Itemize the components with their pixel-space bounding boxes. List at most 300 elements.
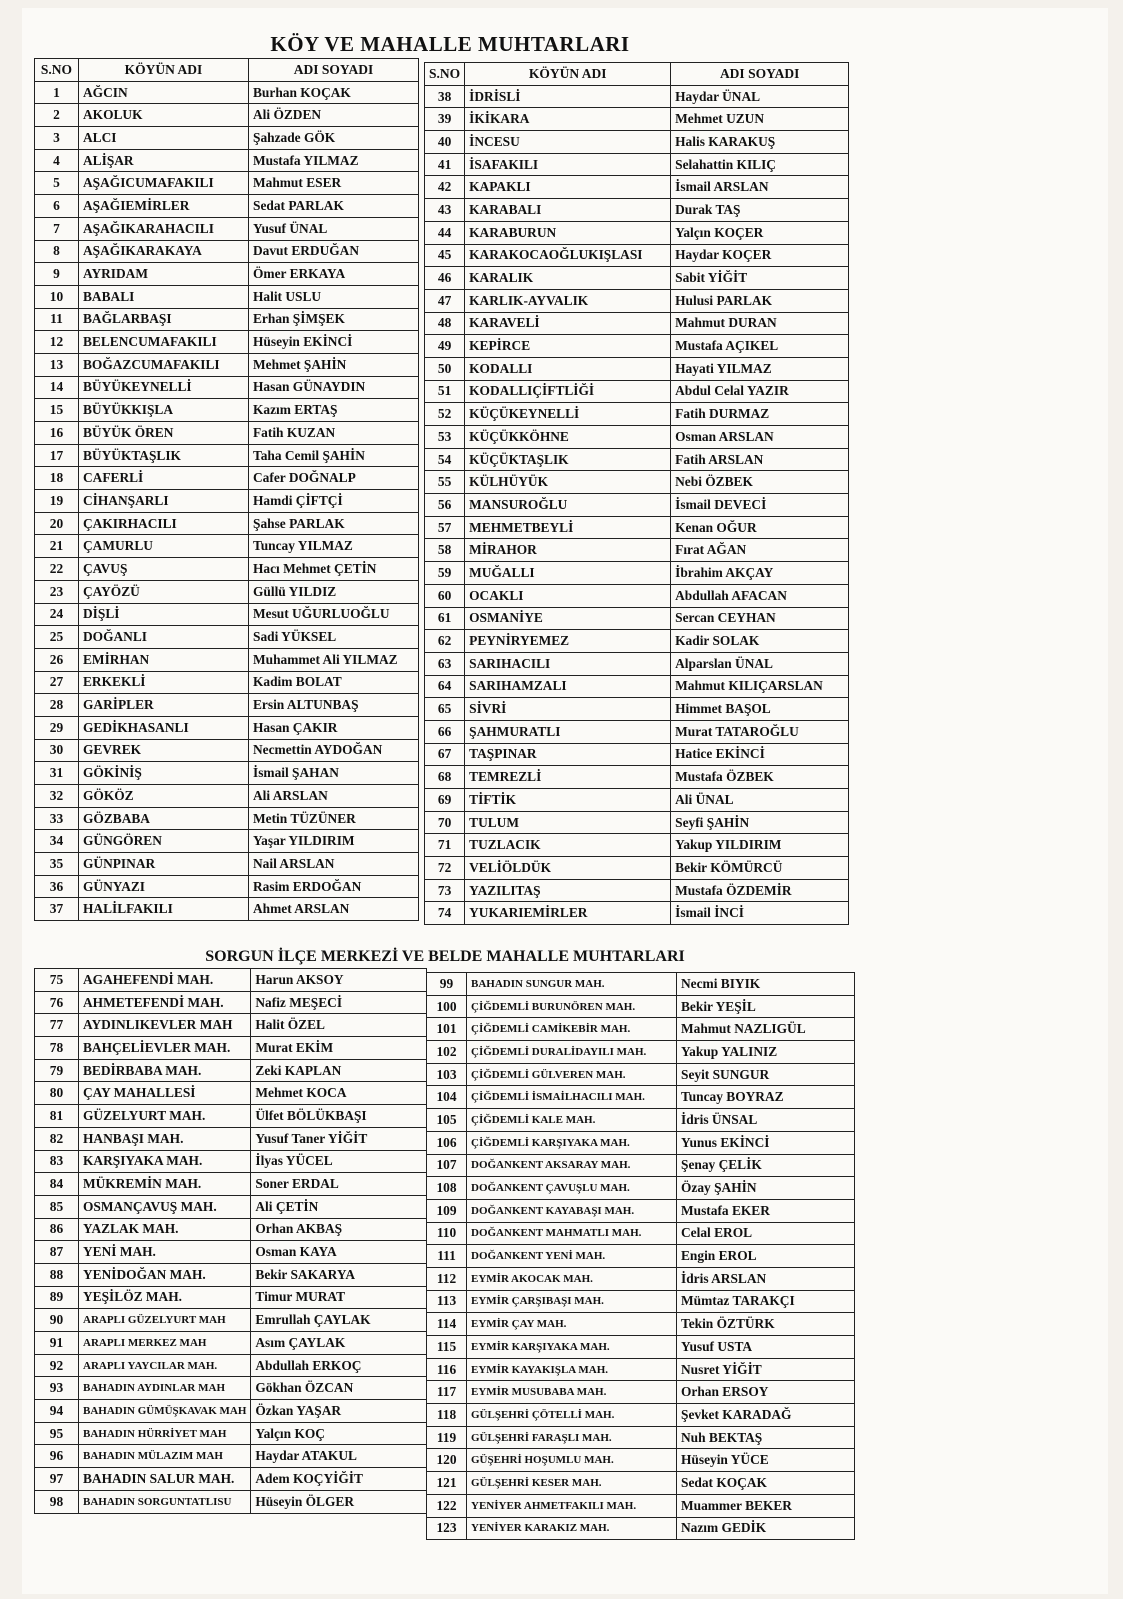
table-row <box>35 467 419 490</box>
table-row <box>35 1105 427 1128</box>
place-name: AŞAĞIEMİRLER <box>79 195 249 218</box>
table-row <box>35 263 419 286</box>
place-name: AHMETEFENDİ MAH. <box>79 991 251 1014</box>
muhtar-name: Bekir YEŞİL <box>677 995 855 1018</box>
place-name: YAZLAK MAH. <box>79 1218 251 1241</box>
row-number: 97 <box>35 1468 79 1491</box>
row-number: 31 <box>35 762 79 785</box>
table-row <box>425 380 849 403</box>
row-number: 36 <box>35 875 79 898</box>
row-number: 59 <box>425 562 465 585</box>
table-row <box>425 471 849 494</box>
table-row <box>35 444 419 467</box>
place-name: GÖKİNİŞ <box>79 762 249 785</box>
row-number: 112 <box>427 1267 467 1290</box>
muhtar-name: Şahse PARLAK <box>249 512 419 535</box>
place-name: GARİPLER <box>79 694 249 717</box>
muhtar-name: Mahmut ESER <box>249 172 419 195</box>
row-number: 90 <box>35 1309 79 1332</box>
muhtar-name: Alparslan ÜNAL <box>671 652 849 675</box>
row-number: 120 <box>427 1449 467 1472</box>
table-row <box>425 357 849 380</box>
place-name: KARALIK <box>465 267 671 290</box>
place-name: ÇİĞDEMLİ İSMAİLHACILI MAH. <box>467 1086 677 1109</box>
table-row <box>35 1332 427 1355</box>
table-row <box>425 834 849 857</box>
row-number: 75 <box>35 969 79 992</box>
row-number: 110 <box>427 1222 467 1245</box>
row-number: 25 <box>35 626 79 649</box>
muhtar-name: Mehmet KOCA <box>251 1082 427 1105</box>
place-name: YENİDOĞAN MAH. <box>79 1263 251 1286</box>
muhtar-name: Nuh BEKTAŞ <box>677 1426 855 1449</box>
table-row <box>35 217 419 240</box>
muhtar-name: Mustafa AÇIKEL <box>671 335 849 358</box>
muhtar-name: Timur MURAT <box>251 1286 427 1309</box>
muhtar-name: Seyfi ŞAHİN <box>671 811 849 834</box>
muhtar-name: Hulusi PARLAK <box>671 289 849 312</box>
row-number: 62 <box>425 630 465 653</box>
table-row <box>35 1309 427 1332</box>
row-number: 78 <box>35 1037 79 1060</box>
table-row <box>35 81 419 104</box>
place-name: BOĞAZCUMAFAKILI <box>79 353 249 376</box>
row-number: 38 <box>425 85 465 108</box>
table-row <box>427 1199 855 1222</box>
row-number: 99 <box>427 973 467 996</box>
muhtar-name: Haydar ÜNAL <box>671 85 849 108</box>
place-name: BÜYÜKEYNELLİ <box>79 376 249 399</box>
muhtar-name: Hamdi ÇİFTÇİ <box>249 490 419 513</box>
table-row <box>425 766 849 789</box>
muhtar-name: Sedat PARLAK <box>249 195 419 218</box>
row-number: 70 <box>425 811 465 834</box>
place-name: EYMİR KAYAKIŞLA MAH. <box>467 1358 677 1381</box>
sno-header: S.NO <box>35 59 79 82</box>
place-name: BAHADIN MÜLAZIM MAH <box>79 1445 251 1468</box>
table-row <box>35 422 419 445</box>
row-number: 72 <box>425 857 465 880</box>
place-name: EYMİR MUSUBABA MAH. <box>467 1381 677 1404</box>
row-number: 49 <box>425 335 465 358</box>
table-row <box>425 289 849 312</box>
table-row <box>35 716 419 739</box>
muhtar-name: Şevket KARADAĞ <box>677 1404 855 1427</box>
place-name: DOĞANKENT MAHMATLI MAH. <box>467 1222 677 1245</box>
muhtar-name: Mümtaz TARAKÇI <box>677 1290 855 1313</box>
muhtar-name: Ahmet ARSLAN <box>249 898 419 921</box>
place-name: GÜLŞEHRİ FARAŞLI MAH. <box>467 1426 677 1449</box>
muhtar-name: Emrullah ÇAYLAK <box>251 1309 427 1332</box>
table-row <box>427 1086 855 1109</box>
table-row <box>425 607 849 630</box>
muhtar-name: Şahzade GÖK <box>249 127 419 150</box>
place-name: İNCESU <box>465 131 671 154</box>
place-name: GÜŞEHRİ HOŞUMLU MAH. <box>467 1449 677 1472</box>
muhtar-name: Burhan KOÇAK <box>249 81 419 104</box>
table-row <box>427 1018 855 1041</box>
place-name: DOĞANLI <box>79 626 249 649</box>
table-row <box>427 1336 855 1359</box>
place-name: GÖKÖZ <box>79 785 249 808</box>
row-number: 3 <box>35 127 79 150</box>
place-name: ALCI <box>79 127 249 150</box>
table-row <box>35 898 419 921</box>
muhtar-name: Güllü YILDIZ <box>249 580 419 603</box>
table-row <box>425 108 849 131</box>
table-row <box>35 1127 427 1150</box>
place-name: TUZLACIK <box>465 834 671 857</box>
place-name: BAHADIN SUNGUR MAH. <box>467 973 677 996</box>
place-name: TAŞPINAR <box>465 743 671 766</box>
place-name: YENİYER AHMETFAKILI MAH. <box>467 1494 677 1517</box>
table-row <box>425 857 849 880</box>
muhtar-name: Adem KOÇYİĞİT <box>251 1468 427 1491</box>
row-number: 8 <box>35 240 79 263</box>
table-row <box>427 1131 855 1154</box>
muhtar-name: Sercan CEYHAN <box>671 607 849 630</box>
place-name: HANBAŞI MAH. <box>79 1127 251 1150</box>
muhtar-name: Davut ERDUĞAN <box>249 240 419 263</box>
row-number: 29 <box>35 716 79 739</box>
row-number: 114 <box>427 1313 467 1336</box>
muhtar-name: İdris ARSLAN <box>677 1267 855 1290</box>
place-name: BAHADIN HÜRRİYET MAH <box>79 1422 251 1445</box>
row-number: 77 <box>35 1014 79 1037</box>
place-name: SİVRİ <box>465 698 671 721</box>
place-name: CİHANŞARLI <box>79 490 249 513</box>
muhtar-name: Nafiz MEŞECİ <box>251 991 427 1014</box>
muhtar-name: Yakup YILDIRIM <box>671 834 849 857</box>
table-row <box>425 584 849 607</box>
muhtar-name: Abdullah ERKOÇ <box>251 1354 427 1377</box>
row-number: 51 <box>425 380 465 403</box>
muhtar-name: Kadim BOLAT <box>249 671 419 694</box>
muhtar-name: Mustafa ÖZBEK <box>671 766 849 789</box>
table-row <box>425 312 849 335</box>
table-row <box>35 399 419 422</box>
place-name: ÇAY MAHALLESİ <box>79 1082 251 1105</box>
table-row <box>425 448 849 471</box>
table-row <box>427 1449 855 1472</box>
muhtar-name: Mahmut DURAN <box>671 312 849 335</box>
row-number: 11 <box>35 308 79 331</box>
table-row <box>35 490 419 513</box>
table-row <box>35 1354 427 1377</box>
place-name: BAHADIN SORGUNTATLISU <box>79 1490 251 1513</box>
villages-table-left <box>34 58 419 921</box>
row-number: 10 <box>35 285 79 308</box>
place-name: BÜYÜKKIŞLA <box>79 399 249 422</box>
place-name: ÇİĞDEMLİ BURUNÖREN MAH. <box>467 995 677 1018</box>
row-number: 73 <box>425 879 465 902</box>
muhtar-name: Nusret YİĞİT <box>677 1358 855 1381</box>
place-name: MÜKREMİN MAH. <box>79 1173 251 1196</box>
place-name: KARABALI <box>465 199 671 222</box>
table-row <box>35 969 427 992</box>
row-number: 46 <box>425 267 465 290</box>
muhtar-name: Bekir KÖMÜRCÜ <box>671 857 849 880</box>
row-number: 20 <box>35 512 79 535</box>
table-row <box>35 512 419 535</box>
muhtar-name: Necmettin AYDOĞAN <box>249 739 419 762</box>
table-row <box>35 853 419 876</box>
place-name: KÜÇÜKTAŞLIK <box>465 448 671 471</box>
muhtar-name: Seyit SUNGUR <box>677 1063 855 1086</box>
row-number: 109 <box>427 1199 467 1222</box>
muhtar-name: Mehmet UZUN <box>671 108 849 131</box>
place-name: KARŞIYAKA MAH. <box>79 1150 251 1173</box>
row-number: 117 <box>427 1381 467 1404</box>
place-name: İDRİSLİ <box>465 85 671 108</box>
row-number: 13 <box>35 353 79 376</box>
muhtar-name: Mahmut NAZLIGÜL <box>677 1018 855 1041</box>
place-name: KODALLI <box>465 357 671 380</box>
muhtar-name: İsmail DEVECİ <box>671 494 849 517</box>
row-number: 83 <box>35 1150 79 1173</box>
place-name: KAPAKLI <box>465 176 671 199</box>
muhtar-name: Haydar ATAKUL <box>251 1445 427 1468</box>
row-number: 63 <box>425 652 465 675</box>
place-name: TİFTİK <box>465 789 671 812</box>
table-row <box>35 1173 427 1196</box>
place-name: GÜLŞEHRİ ÇÖTELLİ MAH. <box>467 1404 677 1427</box>
muhtar-name: Hasan GÜNAYDIN <box>249 376 419 399</box>
muhtar-name: Ali ÖZDEN <box>249 104 419 127</box>
table-row <box>35 376 419 399</box>
place-name: MUĞALLI <box>465 562 671 585</box>
place-name: KÜÇÜKEYNELLİ <box>465 403 671 426</box>
muhtar-name: Mustafa YILMAZ <box>249 149 419 172</box>
muhtar-name: Erhan ŞİMŞEK <box>249 308 419 331</box>
mahalle-table-right <box>426 972 855 1540</box>
muhtar-name: Kenan OĞUR <box>671 516 849 539</box>
muhtar-name: Yusuf USTA <box>677 1336 855 1359</box>
table-row <box>425 539 849 562</box>
row-number: 43 <box>425 199 465 222</box>
row-number: 57 <box>425 516 465 539</box>
muhtar-name: Yakup YALINIZ <box>677 1041 855 1064</box>
muhtar-name: Fırat AĞAN <box>671 539 849 562</box>
table-row <box>35 739 419 762</box>
muhtar-name: Asım ÇAYLAK <box>251 1332 427 1355</box>
table-row <box>35 694 419 717</box>
table-row <box>427 1154 855 1177</box>
row-number: 103 <box>427 1063 467 1086</box>
row-number: 9 <box>35 263 79 286</box>
place-name: PEYNİRYEMEZ <box>465 630 671 653</box>
place-name: KODALLIÇİFTLİĞİ <box>465 380 671 403</box>
table-row <box>35 580 419 603</box>
row-number: 64 <box>425 675 465 698</box>
row-number: 96 <box>35 1445 79 1468</box>
place-name: DOĞANKENT ÇAVUŞLU MAH. <box>467 1177 677 1200</box>
muhtar-name: Hatice EKİNCİ <box>671 743 849 766</box>
table-row <box>425 743 849 766</box>
place-name: YEŞİLÖZ MAH. <box>79 1286 251 1309</box>
row-number: 113 <box>427 1290 467 1313</box>
table-row <box>427 1267 855 1290</box>
place-name: OCAKLI <box>465 584 671 607</box>
muhtar-name: Celal EROL <box>677 1222 855 1245</box>
muhtar-name: Mahmut KILIÇARSLAN <box>671 675 849 698</box>
place-name: KÜLHÜYÜK <box>465 471 671 494</box>
place-name: ÇAKIRHACILI <box>79 512 249 535</box>
row-number: 7 <box>35 217 79 240</box>
place-name: BÜYÜK ÖREN <box>79 422 249 445</box>
table-row <box>425 153 849 176</box>
table-row <box>35 308 419 331</box>
place-name: İKİKARA <box>465 108 671 131</box>
row-number: 21 <box>35 535 79 558</box>
muhtar-name: Hüseyin ÖLGER <box>251 1490 427 1513</box>
row-number: 37 <box>35 898 79 921</box>
place-name: DOĞANKENT AKSARAY MAH. <box>467 1154 677 1177</box>
row-number: 108 <box>427 1177 467 1200</box>
row-number: 12 <box>35 331 79 354</box>
table-row <box>35 149 419 172</box>
place-name: BAHADIN SALUR MAH. <box>79 1468 251 1491</box>
table-row <box>35 1150 427 1173</box>
table-row <box>35 1218 427 1241</box>
village-header: KÖYÜN ADI <box>79 59 249 82</box>
muhtar-name: Şenay ÇELİK <box>677 1154 855 1177</box>
place-name: YAZILITAŞ <box>465 879 671 902</box>
place-name: İSAFAKILI <box>465 153 671 176</box>
header-row <box>425 63 849 86</box>
muhtar-name: Zeki KAPLAN <box>251 1059 427 1082</box>
table-row <box>425 562 849 585</box>
place-name: BABALI <box>79 285 249 308</box>
place-name: ŞAHMURATLI <box>465 720 671 743</box>
row-number: 123 <box>427 1517 467 1540</box>
muhtar-name: Hüseyin EKİNCİ <box>249 331 419 354</box>
section-title: SORGUN İLÇE MERKEZİ VE BELDE MAHALLE MUHTARLARI <box>205 948 685 965</box>
table-row <box>35 603 419 626</box>
row-number: 4 <box>35 149 79 172</box>
table-row <box>425 335 849 358</box>
row-number: 115 <box>427 1336 467 1359</box>
muhtar-name: Özkan YAŞAR <box>251 1400 427 1423</box>
table-row <box>35 1490 427 1513</box>
table-row <box>425 516 849 539</box>
row-number: 69 <box>425 789 465 812</box>
muhtar-name: Hüseyin YÜCE <box>677 1449 855 1472</box>
table-row <box>427 1404 855 1427</box>
place-name: GÜNPINAR <box>79 853 249 876</box>
row-number: 106 <box>427 1131 467 1154</box>
table-row <box>427 1290 855 1313</box>
place-name: CAFERLİ <box>79 467 249 490</box>
table-row <box>35 1422 427 1445</box>
table-row <box>35 104 419 127</box>
place-name: MİRAHOR <box>465 539 671 562</box>
place-name: ÇAVUŞ <box>79 558 249 581</box>
row-number: 44 <box>425 221 465 244</box>
table-row <box>35 127 419 150</box>
place-name: ÇİĞDEMLİ KARŞIYAKA MAH. <box>467 1131 677 1154</box>
muhtar-name: Sadi YÜKSEL <box>249 626 419 649</box>
table-row <box>425 176 849 199</box>
row-number: 111 <box>427 1245 467 1268</box>
table-row <box>35 1286 427 1309</box>
table-row <box>425 131 849 154</box>
muhtar-name: İlyas YÜCEL <box>251 1150 427 1173</box>
row-number: 40 <box>425 131 465 154</box>
muhtar-name: İsmail ARSLAN <box>671 176 849 199</box>
table-row <box>35 535 419 558</box>
muhtar-name: Harun AKSOY <box>251 969 427 992</box>
table-row <box>35 240 419 263</box>
place-name: EYMİR ÇARŞIBAŞI MAH. <box>467 1290 677 1313</box>
muhtar-name: Hayati YILMAZ <box>671 357 849 380</box>
row-number: 39 <box>425 108 465 131</box>
place-name: ARAPLI MERKEZ MAH <box>79 1332 251 1355</box>
place-name: BAHÇELİEVLER MAH. <box>79 1037 251 1060</box>
place-name: OSMANİYE <box>465 607 671 630</box>
table-row <box>427 1109 855 1132</box>
place-name: KÜÇÜKKÖHNE <box>465 426 671 449</box>
row-number: 14 <box>35 376 79 399</box>
row-number: 84 <box>35 1173 79 1196</box>
row-number: 100 <box>427 995 467 1018</box>
table-row <box>427 1494 855 1517</box>
table-row <box>35 1400 427 1423</box>
row-number: 93 <box>35 1377 79 1400</box>
row-number: 23 <box>35 580 79 603</box>
row-number: 48 <box>425 312 465 335</box>
place-name: BÜYÜKTAŞLIK <box>79 444 249 467</box>
table-row <box>425 902 849 925</box>
place-name: VELİÖLDÜK <box>465 857 671 880</box>
row-number: 68 <box>425 766 465 789</box>
muhtar-name: Orhan AKBAŞ <box>251 1218 427 1241</box>
table-row <box>425 403 849 426</box>
row-number: 6 <box>35 195 79 218</box>
table-row <box>35 1037 427 1060</box>
place-name: AYRIDAM <box>79 263 249 286</box>
table-row <box>35 626 419 649</box>
table-row <box>427 1041 855 1064</box>
place-name: EYMİR AKOCAK MAH. <box>467 1267 677 1290</box>
row-number: 81 <box>35 1105 79 1128</box>
muhtar-name: Abdul Celal YAZIR <box>671 380 849 403</box>
table-row <box>35 1014 427 1037</box>
row-number: 71 <box>425 834 465 857</box>
muhtar-name: Ali ARSLAN <box>249 785 419 808</box>
table-row <box>35 785 419 808</box>
table-row <box>427 973 855 996</box>
row-number: 104 <box>427 1086 467 1109</box>
muhtar-name: Mustafa ÖZDEMİR <box>671 879 849 902</box>
place-name: AŞAĞIKARAHACILI <box>79 217 249 240</box>
muhtar-name: Nazım GEDİK <box>677 1517 855 1540</box>
muhtar-name: Muhammet Ali YILMAZ <box>249 648 419 671</box>
place-name: ARAPLI YAYCILAR MAH. <box>79 1354 251 1377</box>
row-number: 105 <box>427 1109 467 1132</box>
muhtar-name: Sedat KOÇAK <box>677 1472 855 1495</box>
place-name: EYMİR ÇAY MAH. <box>467 1313 677 1336</box>
table-row <box>425 494 849 517</box>
place-name: BAHADIN AYDINLAR MAH <box>79 1377 251 1400</box>
muhtar-name: Fatih DURMAZ <box>671 403 849 426</box>
place-name: KARLIK-AYVALIK <box>465 289 671 312</box>
muhtar-name: Murat TATAROĞLU <box>671 720 849 743</box>
muhtar-name: Kazım ERTAŞ <box>249 399 419 422</box>
table-row <box>427 1222 855 1245</box>
table-row <box>425 244 849 267</box>
place-name: ARAPLI GÜZELYURT MAH <box>79 1309 251 1332</box>
